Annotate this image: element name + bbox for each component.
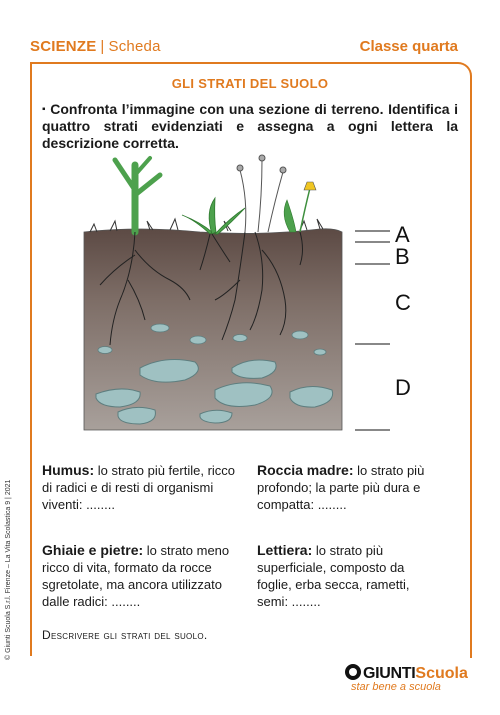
g-logo-icon (345, 664, 361, 680)
publisher-logo (345, 664, 468, 693)
header-subject (30, 38, 161, 55)
grass-plant (182, 198, 245, 234)
layer-label-c: C (395, 290, 411, 315)
subject-label: SCIENZE (30, 38, 97, 55)
soil-illustration (0, 150, 500, 440)
flower-stalks (237, 155, 286, 232)
description-humus (42, 462, 242, 513)
description-ghiaie (42, 542, 237, 610)
description-roccia-madre (257, 462, 457, 513)
instruction-text: Confronta l’immagine con una sezione di terreno. Identifica i quattro strati evidenziati e assegna a ogni lettera la descrizione corretta. (42, 101, 458, 151)
description-term: Lettiera: (257, 542, 313, 558)
layer-label-b: B (395, 244, 410, 269)
layer-label-a: A (395, 222, 410, 247)
header-separator: | (100, 38, 105, 55)
task-text: Descrivere gli strati del suolo. (42, 628, 208, 642)
cane-plant (115, 158, 160, 232)
layer-label-d: D (395, 375, 411, 400)
description-term: Humus: (42, 462, 95, 478)
description-text: lo strato più superficiale, composto da foglie, erba secca, rametti, semi: ........ (257, 543, 410, 609)
worksheet-title: GLI STRATI DEL SUOLO (171, 76, 329, 91)
description-text: lo strato più profondo; la parte più dura e compatta: ........ (257, 463, 425, 512)
bullet-icon: ▪ (42, 104, 47, 115)
logo-tagline: star bene a scuola (351, 681, 441, 693)
instruction (42, 101, 458, 152)
yellow-flower (284, 182, 316, 232)
grade-label: Classe quarta (359, 38, 458, 55)
description-term: Roccia madre: (257, 462, 354, 478)
sheet-type-label: Scheda (108, 38, 161, 55)
logo-brand: GIUNTI (363, 665, 416, 682)
description-lettiera (257, 542, 442, 610)
logo-brand-suffix: Scuola (415, 665, 468, 682)
description-term: Ghiaie e pietre: (42, 542, 144, 558)
label-lines (355, 231, 390, 430)
description-text: lo strato meno ricco di vita, formato da rocce sgretolate, ma ancora utilizzato dalle radici: ........ (42, 543, 230, 609)
copyright-text: © Giunti Scuola S.r.l. Firenze – La Vita Scolastica 9 | 2021 (5, 479, 12, 660)
description-text: lo strato più fertile, ricco di radici e di resti di organismi viventi: ........ (42, 463, 236, 512)
